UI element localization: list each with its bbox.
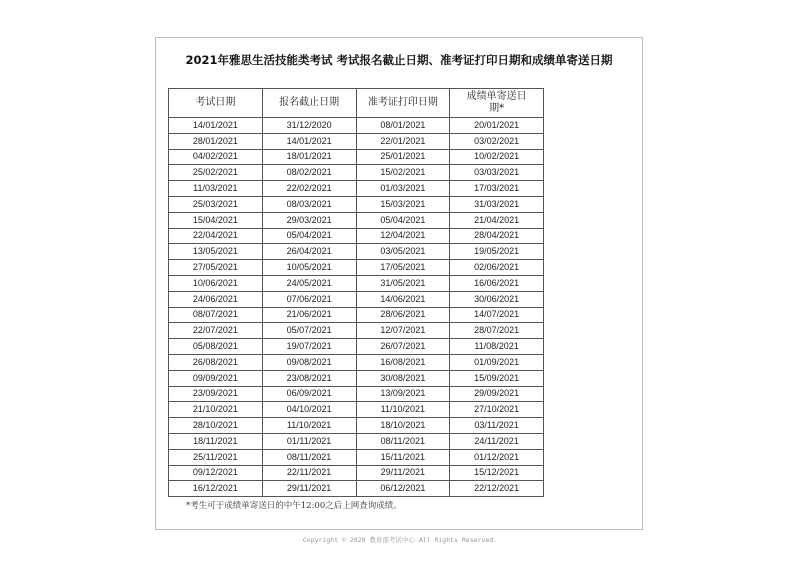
result-mailing-date-cell: 28/04/2021 — [450, 228, 544, 244]
header-admission-print-date: 准考证打印日期 — [356, 89, 450, 118]
exam-date-cell: 04/02/2021 — [169, 149, 263, 165]
registration-deadline-cell: 29/03/2021 — [262, 212, 356, 228]
table-row — [169, 118, 544, 134]
table-row — [169, 244, 544, 260]
header-row — [169, 89, 544, 118]
result-mailing-date-cell: 31/03/2021 — [450, 196, 544, 212]
admission-print-date-cell: 13/09/2021 — [356, 386, 450, 402]
admission-print-date-cell: 30/08/2021 — [356, 370, 450, 386]
table-row — [169, 307, 544, 323]
admission-print-date-cell: 01/03/2021 — [356, 181, 450, 197]
registration-deadline-cell: 11/10/2021 — [262, 418, 356, 434]
admission-print-date-cell: 17/05/2021 — [356, 260, 450, 276]
table-row — [169, 275, 544, 291]
exam-date-cell: 13/05/2021 — [169, 244, 263, 260]
table-row — [169, 339, 544, 355]
exam-date-cell: 27/05/2021 — [169, 260, 263, 276]
table-row — [169, 418, 544, 434]
result-mailing-date-cell: 30/06/2021 — [450, 291, 544, 307]
registration-deadline-cell: 19/07/2021 — [262, 339, 356, 355]
exam-date-cell: 25/03/2021 — [169, 196, 263, 212]
result-mailing-date-cell: 03/11/2021 — [450, 418, 544, 434]
exam-date-cell: 25/02/2021 — [169, 165, 263, 181]
registration-deadline-cell: 31/12/2020 — [262, 118, 356, 134]
header-exam-date: 考试日期 — [169, 89, 263, 118]
table-row — [169, 354, 544, 370]
table-body — [169, 118, 544, 497]
header-result-mailing-date — [450, 89, 544, 118]
result-mailing-date-cell: 27/10/2021 — [450, 402, 544, 418]
registration-deadline-cell: 23/08/2021 — [262, 370, 356, 386]
exam-date-cell: 14/01/2021 — [169, 118, 263, 134]
exam-date-cell: 16/12/2021 — [169, 481, 263, 497]
exam-date-cell: 09/09/2021 — [169, 370, 263, 386]
admission-print-date-cell: 03/05/2021 — [356, 244, 450, 260]
admission-print-date-cell: 22/01/2021 — [356, 133, 450, 149]
admission-print-date-cell: 25/01/2021 — [356, 149, 450, 165]
admission-print-date-cell: 29/11/2021 — [356, 465, 450, 481]
result-mailing-date-cell: 10/02/2021 — [450, 149, 544, 165]
exam-date-cell: 28/01/2021 — [169, 133, 263, 149]
table-row — [169, 165, 544, 181]
result-mailing-date-cell: 16/06/2021 — [450, 275, 544, 291]
result-mailing-date-cell: 02/06/2021 — [450, 260, 544, 276]
table-row — [169, 481, 544, 497]
copyright-footer: Copyright © 2020 教育部考试中心 All Rights Reserved. — [302, 536, 498, 544]
document-title: 2021年雅思生活技能类考试 考试报名截止日期、准考证打印日期和成绩单寄送日期 — [185, 53, 613, 67]
admission-print-date-cell: 06/12/2021 — [356, 481, 450, 497]
result-mailing-date-cell: 29/09/2021 — [450, 386, 544, 402]
schedule-card — [155, 37, 643, 530]
result-mailing-date-cell: 28/07/2021 — [450, 323, 544, 339]
result-mailing-date-cell: 11/08/2021 — [450, 339, 544, 355]
admission-print-date-cell: 11/10/2021 — [356, 402, 450, 418]
admission-print-date-cell: 15/03/2021 — [356, 196, 450, 212]
table-row — [169, 133, 544, 149]
exam-date-cell: 24/06/2021 — [169, 291, 263, 307]
exam-dates-table — [168, 88, 544, 497]
result-mailing-date-cell: 15/12/2021 — [450, 465, 544, 481]
header-result-mailing-label: 成绩单寄送日期* — [466, 91, 527, 114]
exam-date-cell: 05/08/2021 — [169, 339, 263, 355]
registration-deadline-cell: 05/07/2021 — [262, 323, 356, 339]
admission-print-date-cell: 18/10/2021 — [356, 418, 450, 434]
result-mailing-date-cell: 01/09/2021 — [450, 354, 544, 370]
exam-date-cell: 10/06/2021 — [169, 275, 263, 291]
admission-print-date-cell: 26/07/2021 — [356, 339, 450, 355]
table-row — [169, 386, 544, 402]
table-row — [169, 370, 544, 386]
exam-date-cell: 21/10/2021 — [169, 402, 263, 418]
exam-date-cell: 26/08/2021 — [169, 354, 263, 370]
header-registration-deadline: 报名截止日期 — [262, 89, 356, 118]
admission-print-date-cell: 05/04/2021 — [356, 212, 450, 228]
registration-deadline-cell: 09/08/2021 — [262, 354, 356, 370]
admission-print-date-cell: 12/07/2021 — [356, 323, 450, 339]
exam-date-cell: 08/07/2021 — [169, 307, 263, 323]
registration-deadline-cell: 10/05/2021 — [262, 260, 356, 276]
registration-deadline-cell: 22/02/2021 — [262, 181, 356, 197]
exam-date-cell: 25/11/2021 — [169, 449, 263, 465]
result-mailing-date-cell: 19/05/2021 — [450, 244, 544, 260]
result-mailing-date-cell: 15/09/2021 — [450, 370, 544, 386]
registration-deadline-cell: 14/01/2021 — [262, 133, 356, 149]
registration-deadline-cell: 05/04/2021 — [262, 228, 356, 244]
exam-date-cell: 15/04/2021 — [169, 212, 263, 228]
admission-print-date-cell: 31/05/2021 — [356, 275, 450, 291]
result-mailing-date-cell: 03/02/2021 — [450, 133, 544, 149]
table-row — [169, 323, 544, 339]
registration-deadline-cell: 01/11/2021 — [262, 433, 356, 449]
footnote: *考生可于成绩单寄送日的中午12:00之后上网查询成绩。 — [186, 501, 402, 511]
result-mailing-date-cell: 21/04/2021 — [450, 212, 544, 228]
registration-deadline-cell: 21/06/2021 — [262, 307, 356, 323]
registration-deadline-cell: 08/11/2021 — [262, 449, 356, 465]
table-row — [169, 228, 544, 244]
admission-print-date-cell: 08/11/2021 — [356, 433, 450, 449]
exam-date-cell: 22/07/2021 — [169, 323, 263, 339]
registration-deadline-cell: 29/11/2021 — [262, 481, 356, 497]
registration-deadline-cell: 24/05/2021 — [262, 275, 356, 291]
result-mailing-date-cell: 03/03/2021 — [450, 165, 544, 181]
admission-print-date-cell: 14/06/2021 — [356, 291, 450, 307]
table-row — [169, 449, 544, 465]
result-mailing-date-cell: 01/12/2021 — [450, 449, 544, 465]
registration-deadline-cell: 08/02/2021 — [262, 165, 356, 181]
registration-deadline-cell: 06/09/2021 — [262, 386, 356, 402]
table-row — [169, 149, 544, 165]
admission-print-date-cell: 28/06/2021 — [356, 307, 450, 323]
admission-print-date-cell: 16/08/2021 — [356, 354, 450, 370]
result-mailing-date-cell: 24/11/2021 — [450, 433, 544, 449]
admission-print-date-cell: 08/01/2021 — [356, 118, 450, 134]
result-mailing-date-cell: 22/12/2021 — [450, 481, 544, 497]
admission-print-date-cell: 15/02/2021 — [356, 165, 450, 181]
table-row — [169, 465, 544, 481]
result-mailing-date-cell: 17/03/2021 — [450, 181, 544, 197]
admission-print-date-cell: 12/04/2021 — [356, 228, 450, 244]
table-row — [169, 433, 544, 449]
registration-deadline-cell: 18/01/2021 — [262, 149, 356, 165]
admission-print-date-cell: 15/11/2021 — [356, 449, 450, 465]
table-row — [169, 402, 544, 418]
registration-deadline-cell: 08/03/2021 — [262, 196, 356, 212]
exam-date-cell: 18/11/2021 — [169, 433, 263, 449]
exam-date-cell: 22/04/2021 — [169, 228, 263, 244]
table-row — [169, 291, 544, 307]
exam-date-cell: 23/09/2021 — [169, 386, 263, 402]
exam-date-cell: 09/12/2021 — [169, 465, 263, 481]
table-row — [169, 196, 544, 212]
table-row — [169, 212, 544, 228]
registration-deadline-cell: 07/06/2021 — [262, 291, 356, 307]
table-header — [169, 89, 544, 118]
registration-deadline-cell: 04/10/2021 — [262, 402, 356, 418]
registration-deadline-cell: 26/04/2021 — [262, 244, 356, 260]
exam-date-cell: 28/10/2021 — [169, 418, 263, 434]
result-mailing-date-cell: 14/07/2021 — [450, 307, 544, 323]
table-row — [169, 181, 544, 197]
registration-deadline-cell: 22/11/2021 — [262, 465, 356, 481]
exam-date-cell: 11/03/2021 — [169, 181, 263, 197]
table-row — [169, 260, 544, 276]
result-mailing-date-cell: 20/01/2021 — [450, 118, 544, 134]
